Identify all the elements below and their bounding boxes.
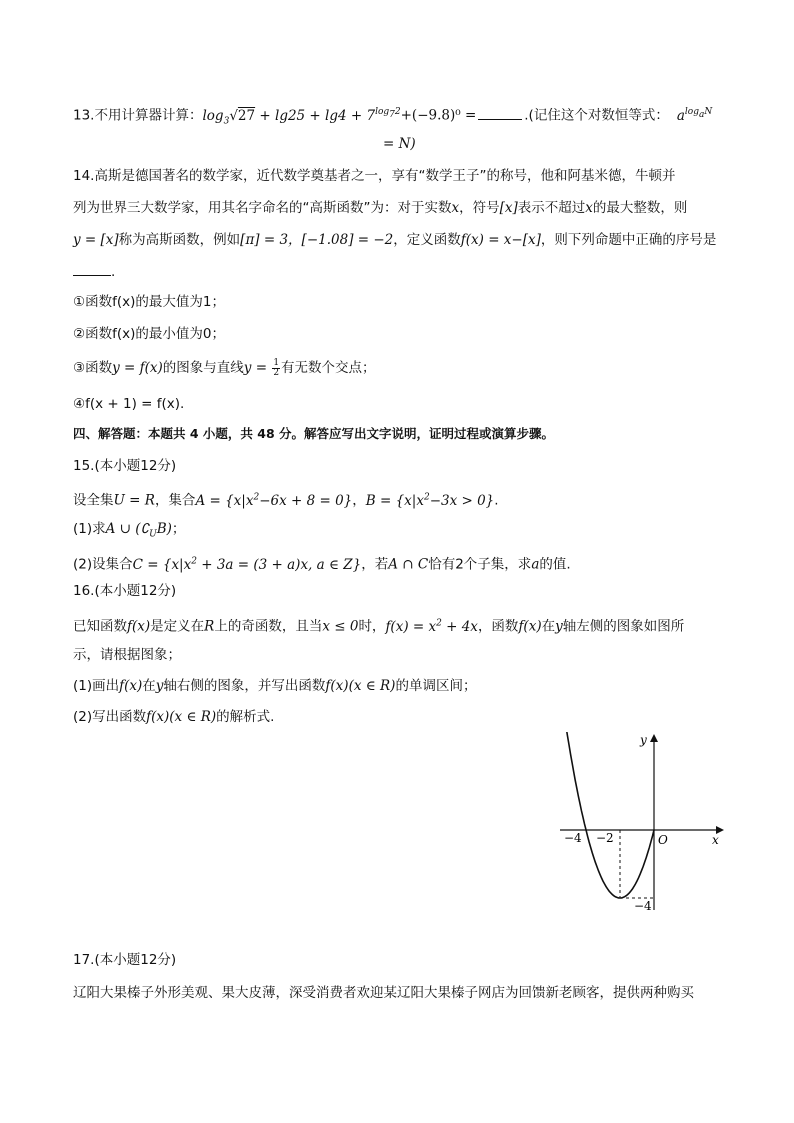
q14-line3: y = [x]称为高斯函数，例如[π] = 3，[−1.08] = −2，定义函数f(x) = x−[x]，则下列命题中正确的序号是 xyxy=(73,232,717,248)
q17-line1: 辽阳大果榛子外形美观、果大皮薄，深受消费者欢迎某辽阳大果榛子网店为回馈新老顾客，提供两种购买 xyxy=(73,985,694,1001)
q15-part2: (2)设集合$C = \{x|x^2 + 3a = (3 + a)x$, a ∈ Z}，若A ∩ C恰有2个子集，求a的值. xyxy=(73,556,571,573)
q13-formula-tail: +(−9.8)⁰ = xyxy=(400,107,477,124)
q14-answer-blank xyxy=(73,263,111,276)
tick-label-neg4: −4 xyxy=(564,831,582,845)
q14-option-4: ④f(x + 1) = f(x). xyxy=(73,396,185,412)
q14-line2: 列为世界三大数学家，用其名字命名的“高斯函数”为：对于实数x，符号[x]表示不超过x的最大整数，则 xyxy=(73,200,688,216)
section-4-heading: 四、解答题：本题共 4 小题，共 48 分。解答应写出文字说明，证明过程或演算步骤。 xyxy=(73,426,555,441)
q13-note: .(记住这个对数恒等式： xyxy=(524,107,669,124)
q16-line1: 已知函数f(x)是定义在R上的奇函数，且当x ≤ 0时，$f(x) = x^2 + 4x$，函数f(x)在y轴左侧的图象如图所 xyxy=(73,618,685,635)
q13-line2: = N) xyxy=(383,136,416,152)
q16-header: 16.(本小题12分) xyxy=(73,583,177,599)
q16-part2: (2)写出函数f(x)(x ∈ R)的解析式. xyxy=(73,709,275,725)
q14-option-1: ①函数f(x)的最大值为1； xyxy=(73,294,225,310)
q13-line1 xyxy=(73,102,712,131)
one-half-fraction: $\frac{1}{2}$ xyxy=(273,357,280,378)
parabola-curve xyxy=(561,732,654,898)
q16-line2: 示，请根据图象； xyxy=(73,647,181,663)
q15-part1: (1)求A ∪ $(∁_UB)$； xyxy=(73,521,186,540)
q17-header: 17.(本小题12分) xyxy=(73,952,177,968)
origin-label: O xyxy=(658,833,668,847)
tick-label-y-neg4: −4 xyxy=(634,899,652,913)
q13-identity: $a^{log_aN}$ xyxy=(676,107,713,124)
q13-formula: $\log_3√27 + \lg 25 + \lg 4 + 7^{log_72}$ xyxy=(202,107,401,127)
q14-option-2: ②函数f(x)的最小值为0； xyxy=(73,326,225,342)
x-axis-label: x xyxy=(712,833,719,847)
q15-line1: 设全集U = R，集合$A = \{x|x^2-6x + 8 = 0\}$，$B = \{x|x^2-3x > 0\}$. xyxy=(73,492,499,509)
q15-header: 15.(本小题12分) xyxy=(73,458,177,474)
q13-text: 13.不用计算器计算： xyxy=(73,107,203,124)
tick-label-neg2: −2 xyxy=(596,831,614,845)
q16-graph xyxy=(550,732,730,922)
q16-part1: (1)画出f(x)在y轴右侧的图象，并写出函数f(x)(x ∈ R)的单调区间； xyxy=(73,678,477,694)
q13-answer-blank xyxy=(478,107,522,120)
y-axis-arrow xyxy=(650,734,658,742)
y-axis-label: y xyxy=(640,733,647,747)
q14-answer-line: . xyxy=(73,262,115,282)
q14-option-3: ③函数y = f(x)的图象与直线y = $\frac{1}{2}$ 有无数个交点； xyxy=(73,357,376,378)
q14-line1: 14.高斯是德国著名的数学家，近代数学奠基者之一，享有“数学王子”的称号，他和阿基米德，牛顿并 xyxy=(73,168,676,184)
